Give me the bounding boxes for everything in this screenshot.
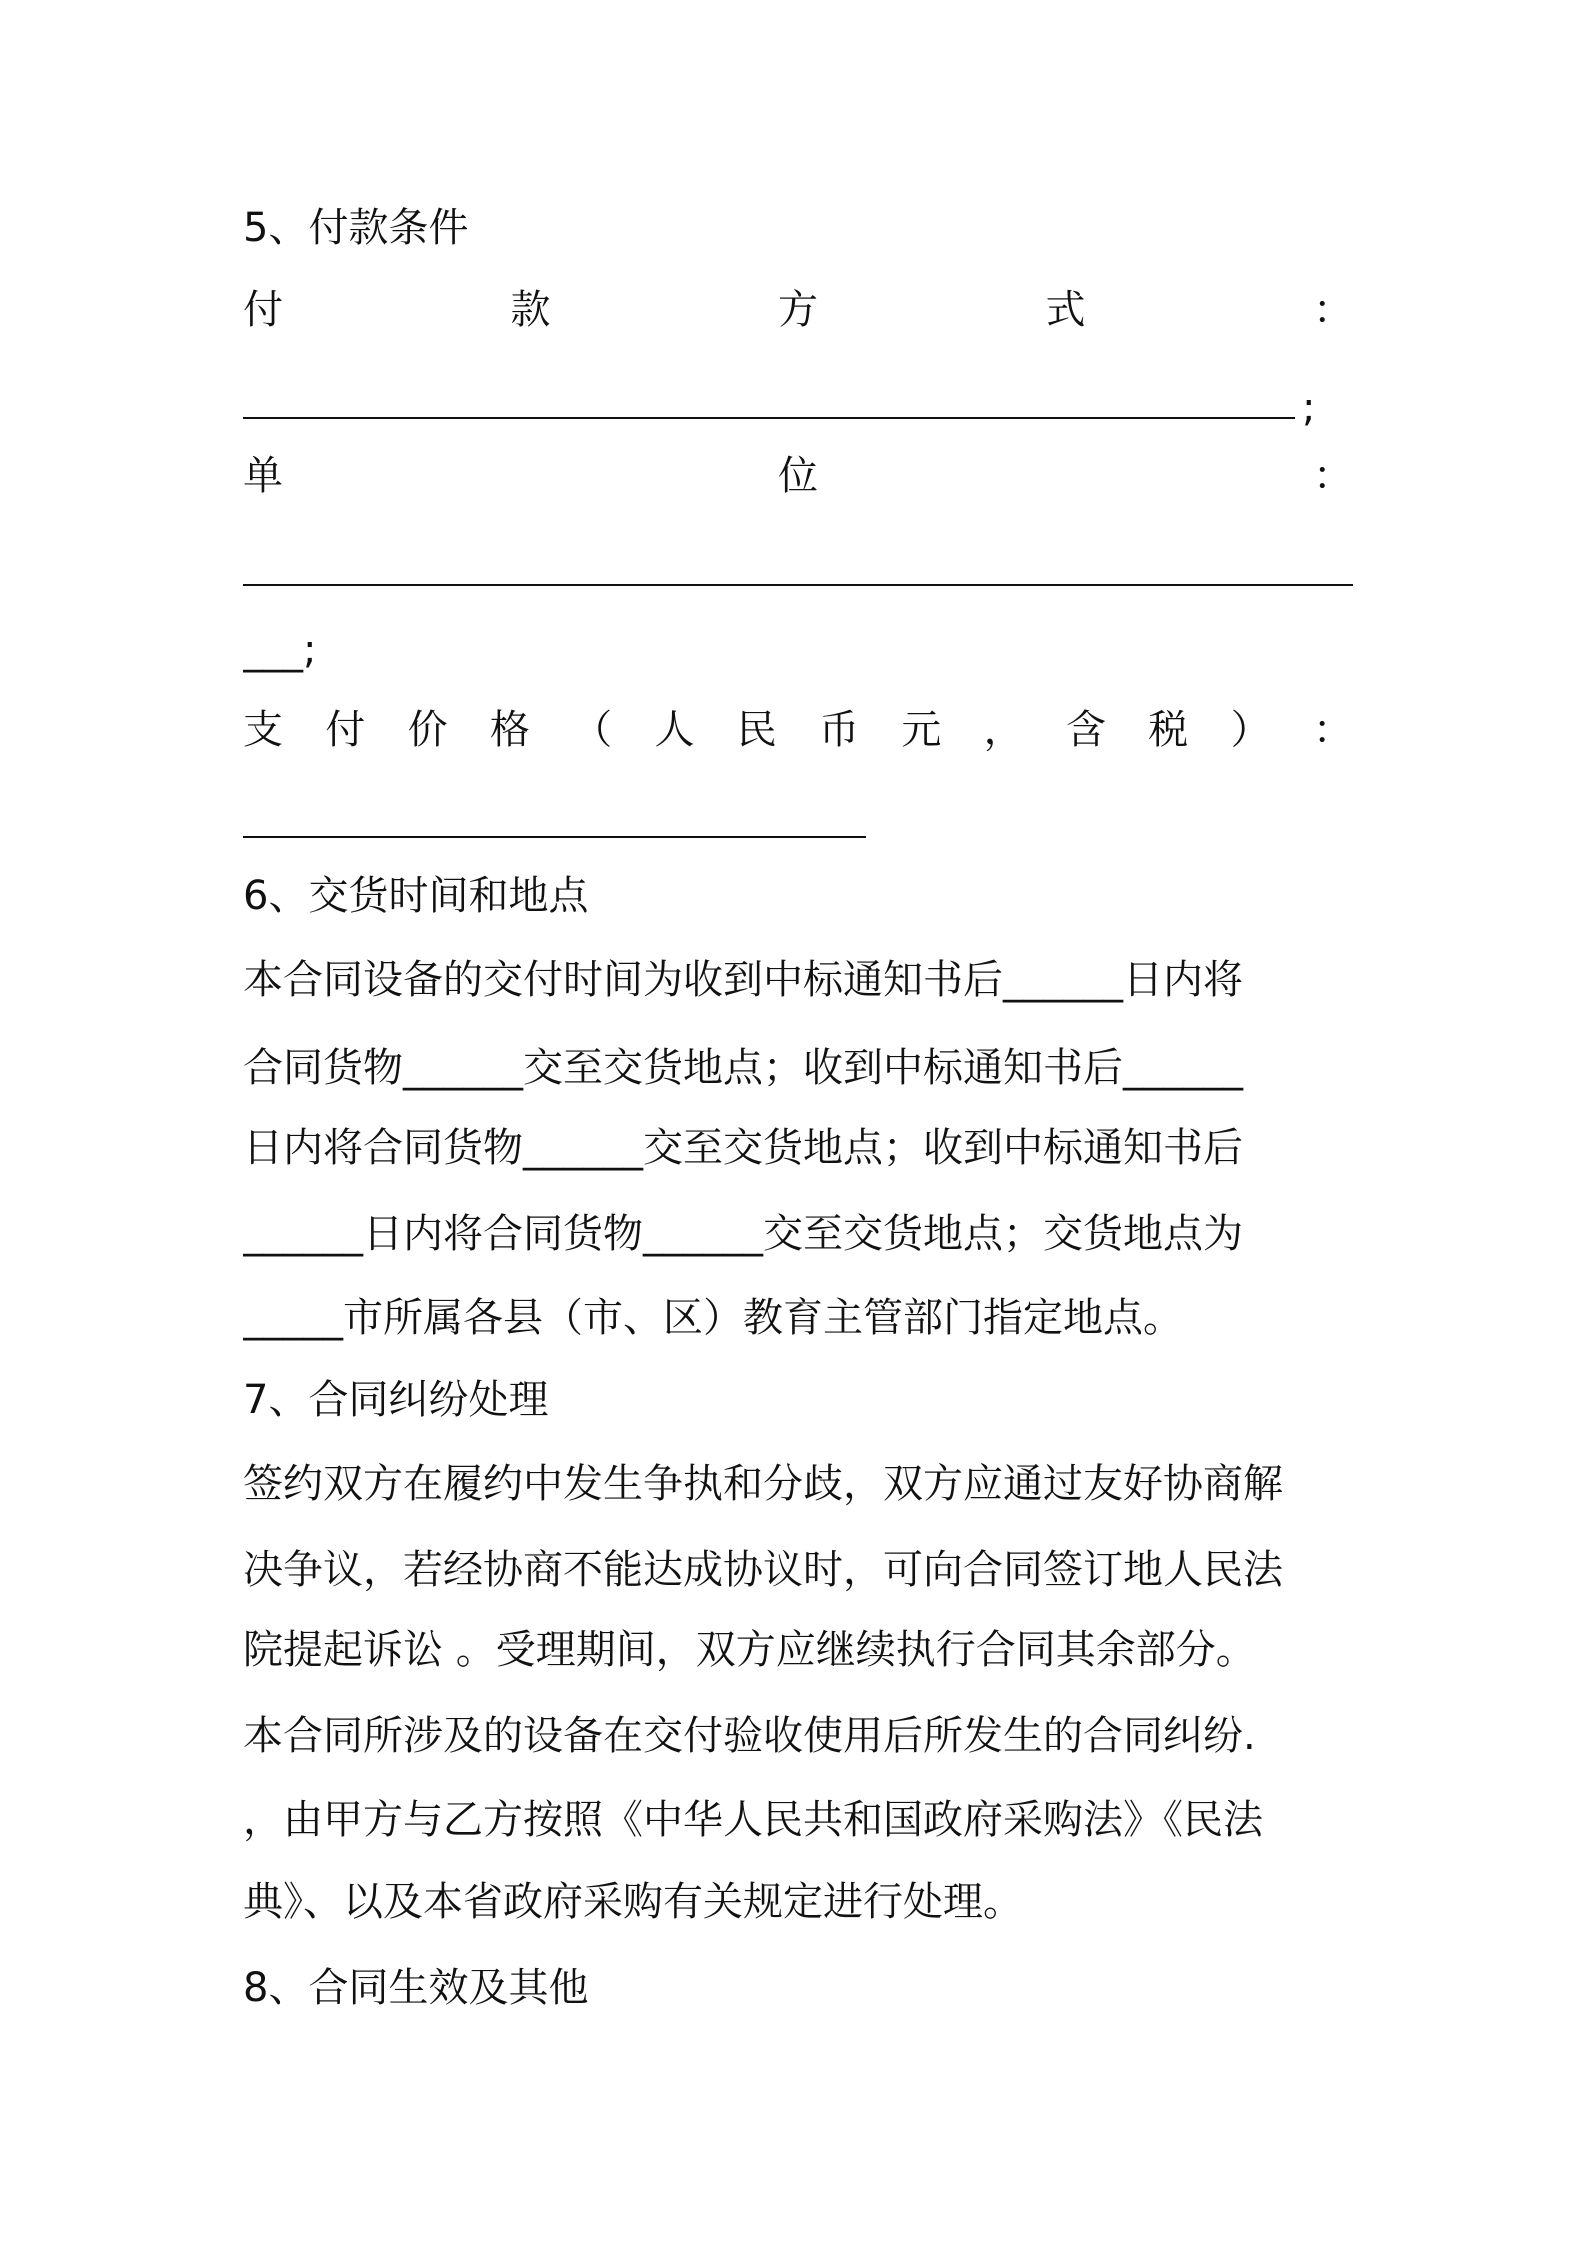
price-char: 支 [243,707,283,753]
section-7-heading: 7、合同纠纷处理 [243,1377,549,1423]
price-char: ） [1230,707,1271,753]
price-char: 付 [325,707,366,753]
section-8-heading: 8、合同生效及其他 [243,1965,589,2011]
unit-label [243,448,1353,504]
section-6-line: _____市所属各县（市、区）教育主管部门指定地点。 [243,1295,1183,1341]
payment-method-char: 式 [1045,287,1086,333]
price-char: 元 [901,707,942,753]
price-label [243,702,1353,758]
section-6-line: ______日内将合同货物______交至交货地点；交货地点为 [243,1211,1243,1257]
section-7-line: 典》、以及本省政府采购有关规定进行处理。 [243,1879,1023,1925]
payment-method-char: 方 [778,287,818,333]
price-char: ， [983,707,1024,753]
payment-method-label [243,282,1353,338]
section-6-line: 合同货物______交至交货地点；收到中标通知书后______ [243,1045,1243,1091]
payment-method-char: 款 [510,287,551,333]
section-6-heading: 6、交货时间和地点 [243,873,589,919]
price-char: 人 [654,707,695,753]
section-6-line: 日内将合同货物______交至交货地点；收到中标通知书后 [243,1125,1243,1171]
unit-blank [243,584,1353,586]
payment-method-blank [243,417,1295,419]
price-char: 含 [1065,707,1106,753]
price-char: （ [572,707,613,753]
section-7-line: 签约双方在履约中发生争执和分歧，双方应通过友好协商解 [243,1461,1283,1507]
unit-blank-tail: ___; [243,627,317,673]
section-5-heading: 5、付款条件 [243,205,469,251]
section-7-line: 决争议，若经协商不能达成协议时，可向合同签订地人民法 [243,1547,1283,1593]
price-char: 格 [489,707,530,753]
payment-method-char: ： [1313,287,1353,333]
section-7-line: 院提起诉讼 。受理期间，双方应继续执行合同其余部分。 [243,1627,1256,1673]
section-7-line: ，由甲方与乙方按照《中华人民共和国政府采购法》《民法 [243,1797,1263,1843]
section-7-line: 本合同所涉及的设备在交付验收使用后所发生的合同纠纷. [243,1713,1256,1759]
unit-char: 单 [243,453,283,499]
unit-char: ： [1313,453,1353,499]
price-char: 币 [819,707,860,753]
price-char: 税 [1148,707,1189,753]
price-blank [243,836,866,838]
payment-method-char: 付 [243,287,283,333]
unit-char: 位 [778,453,818,499]
price-char: ： [1312,707,1353,753]
payment-method-semicolon: ; [1302,385,1316,431]
price-char: 民 [736,707,777,753]
section-6-line: 本合同设备的交付时间为收到中标通知书后______日内将 [243,957,1243,1003]
price-char: 价 [407,707,448,753]
